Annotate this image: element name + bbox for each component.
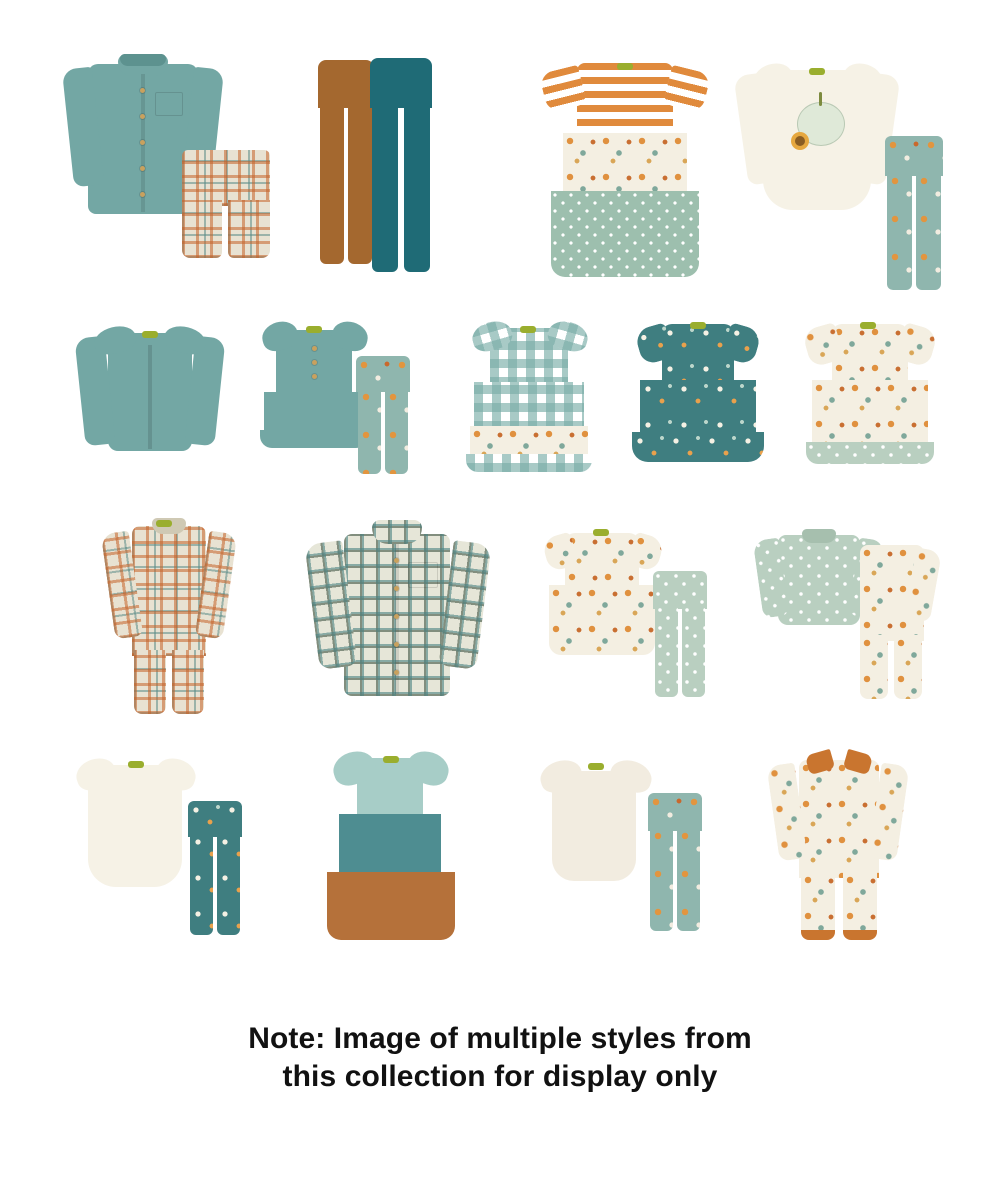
garment-cream-pumpkin-applique-top-with-print-leggings	[735, 40, 960, 290]
garment-pumpkin-print-long-sleeve-romper	[755, 730, 950, 945]
garment-gingham-pumpkin-border-dress	[450, 300, 615, 485]
garment-teal-flutter-dress-with-pumpkin-leggings	[248, 300, 438, 485]
garment-camel-and-teal-leggings-pair	[300, 50, 470, 280]
garment-pumpkin-print-dress-with-dot-leggings	[535, 505, 725, 705]
display-only-note	[0, 1020, 1000, 1096]
garment-colorblock-teal-camel-dress	[305, 730, 485, 950]
garment-teal-floral-twirl-dress	[618, 300, 783, 485]
garment-plaid-long-sleeve-romper	[90, 500, 270, 725]
garment-cream-flutter-top-with-floral-leggings	[60, 735, 270, 945]
garment-cream-pumpkin-print-dress	[788, 300, 958, 485]
garment-teal-flutter-sleeve-cardigan	[70, 305, 230, 475]
note-line-2: this collection for display only	[282, 1060, 718, 1093]
note-line-1: Note: Image of multiple styles from	[248, 1022, 752, 1055]
garment-plaid-button-down-shirt	[300, 500, 515, 715]
garment-sage-dot-top-with-print-romper	[750, 505, 960, 715]
garment-striped-and-pumpkin-print-tiered-dress	[535, 45, 715, 285]
garment-ivory-flutter-dress-with-pumpkin-leggings	[520, 735, 720, 940]
garment-teal-button-down-shirt-with-plaid-shorts	[60, 40, 280, 290]
